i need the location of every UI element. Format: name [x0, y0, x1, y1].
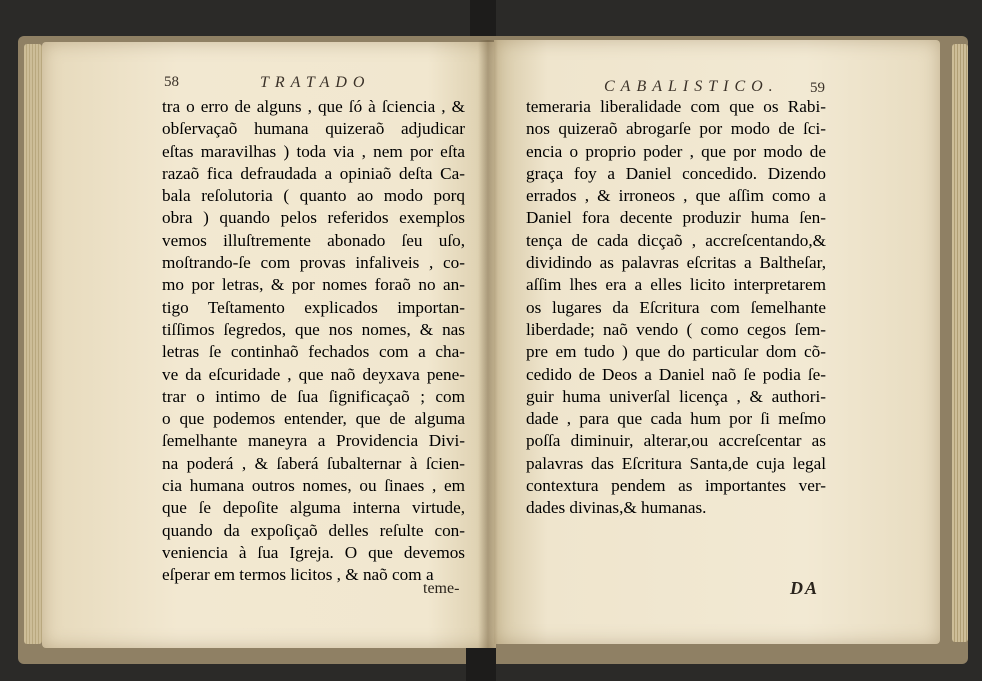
text-line: ſemelhante maneyra a Providencia Divi- [162, 431, 465, 451]
left-text-column [162, 96, 465, 587]
text-line: tença de cada dicçaõ , accreſcentando,& [526, 230, 826, 250]
text-line: contextura pendem as importantes ver- [526, 476, 826, 496]
right-page-edges [952, 44, 968, 642]
text-line: encia o proprio poder , que por modo de [526, 141, 826, 161]
text-line: mo por letras, & por nomes foraõ no an- [162, 275, 465, 295]
text-line: cia humana outros nomes, ou ſinaes , em [162, 476, 465, 496]
text-line: vemos illuſtremente abonado ſeu uſo, [162, 230, 465, 250]
text-line: dividindo as palavras eſcritas a Baltheſar, [526, 253, 826, 273]
text-line: veniencia à ſua Igreja. O que devemos [162, 542, 465, 562]
spine-top [470, 0, 496, 36]
text-line: liberdade; naõ vendo ( como cegos ſem- [526, 319, 826, 339]
text-line: que ſe depoſite alguma interna virtude, [162, 498, 465, 518]
text-line: obra ) quando pelos referidos exemplos [162, 208, 465, 228]
text-line: dades divinas,& humanas. [526, 498, 707, 518]
text-line: graça foy a Daniel concedido. Dizendo [526, 163, 826, 183]
text-line: palavras das Eſcritura Santa,de cuja legal [526, 453, 826, 473]
text-line: guir huma univerſal licença , & authori- [526, 386, 826, 406]
text-line: cedido de Deos a Daniel naõ ſe podia ſe- [526, 364, 826, 384]
text-line: os lugares da Eſcritura com ſemelhante [526, 297, 826, 317]
left-catchword: teme- [423, 580, 460, 597]
text-line: razaõ fica defraudada a opiniaõ deſta Ca- [162, 163, 465, 183]
left-page-edges [24, 44, 42, 644]
right-text-column [526, 96, 826, 520]
text-line: tigo Teſtamento explicados importan- [162, 297, 465, 317]
text-line: quando da expoſiçaõ delles reſulte con- [162, 520, 465, 540]
text-line: eſperar em termos licitos , & naõ com a [162, 565, 434, 585]
book-gutter [478, 40, 498, 648]
text-line: poſſa diminuir, alterar,ou accreſcentar as [526, 431, 826, 451]
text-line: na poderá , & ſaberá ſubalternar à ſcien- [162, 453, 465, 473]
right-page [494, 40, 940, 644]
text-line: moſtrando-ſe com provas infaliveis , co- [162, 253, 465, 273]
text-line: pre em tudo ) que do particular dom cõ- [526, 342, 826, 362]
right-running-head: CABALISTICO. [604, 78, 779, 95]
left-running-head: TRATADO [260, 74, 371, 91]
text-line: temeraria liberalidade com que os Rabi- [526, 97, 826, 116]
right-catchword: DA [790, 578, 820, 598]
text-line: tiſſimos ſegredos, que nos nomes, & nas [162, 319, 465, 339]
text-line: ve da eſcuridade , que naõ deyxava pene- [162, 364, 465, 384]
text-line: dade , para que cada hum por ſi meſmo [526, 409, 826, 429]
text-line: trar o intimo de ſua ſignificaçaõ ; com [162, 386, 465, 406]
text-line: obſervaçaõ humana quizeraõ adjudicar [162, 119, 465, 139]
text-line: Daniel fora decente produzir huma ſen- [526, 208, 826, 228]
right-page-number: 59 [810, 80, 825, 96]
text-line: o que podemos entender, que de alguma [162, 409, 465, 429]
text-line: aſſim lhes era a elles licito interpretarem [526, 275, 826, 295]
left-page-number: 58 [164, 74, 179, 90]
text-line: errados , & irroneos , que aſſim como a [526, 186, 826, 206]
text-line: eſtas maravilhas ) toda via , nem por eſta [162, 141, 465, 161]
text-line: bala reſolutoria ( quanto ao modo porq [162, 186, 465, 206]
left-page [42, 42, 496, 648]
text-line: letras ſe continhaõ fechados com a cha- [162, 342, 465, 362]
text-line: tra o erro de alguns , que ſó à ſciencia , & [162, 97, 465, 116]
text-line: nos quizeraõ abrogarſe por modo de ſci- [526, 119, 826, 139]
